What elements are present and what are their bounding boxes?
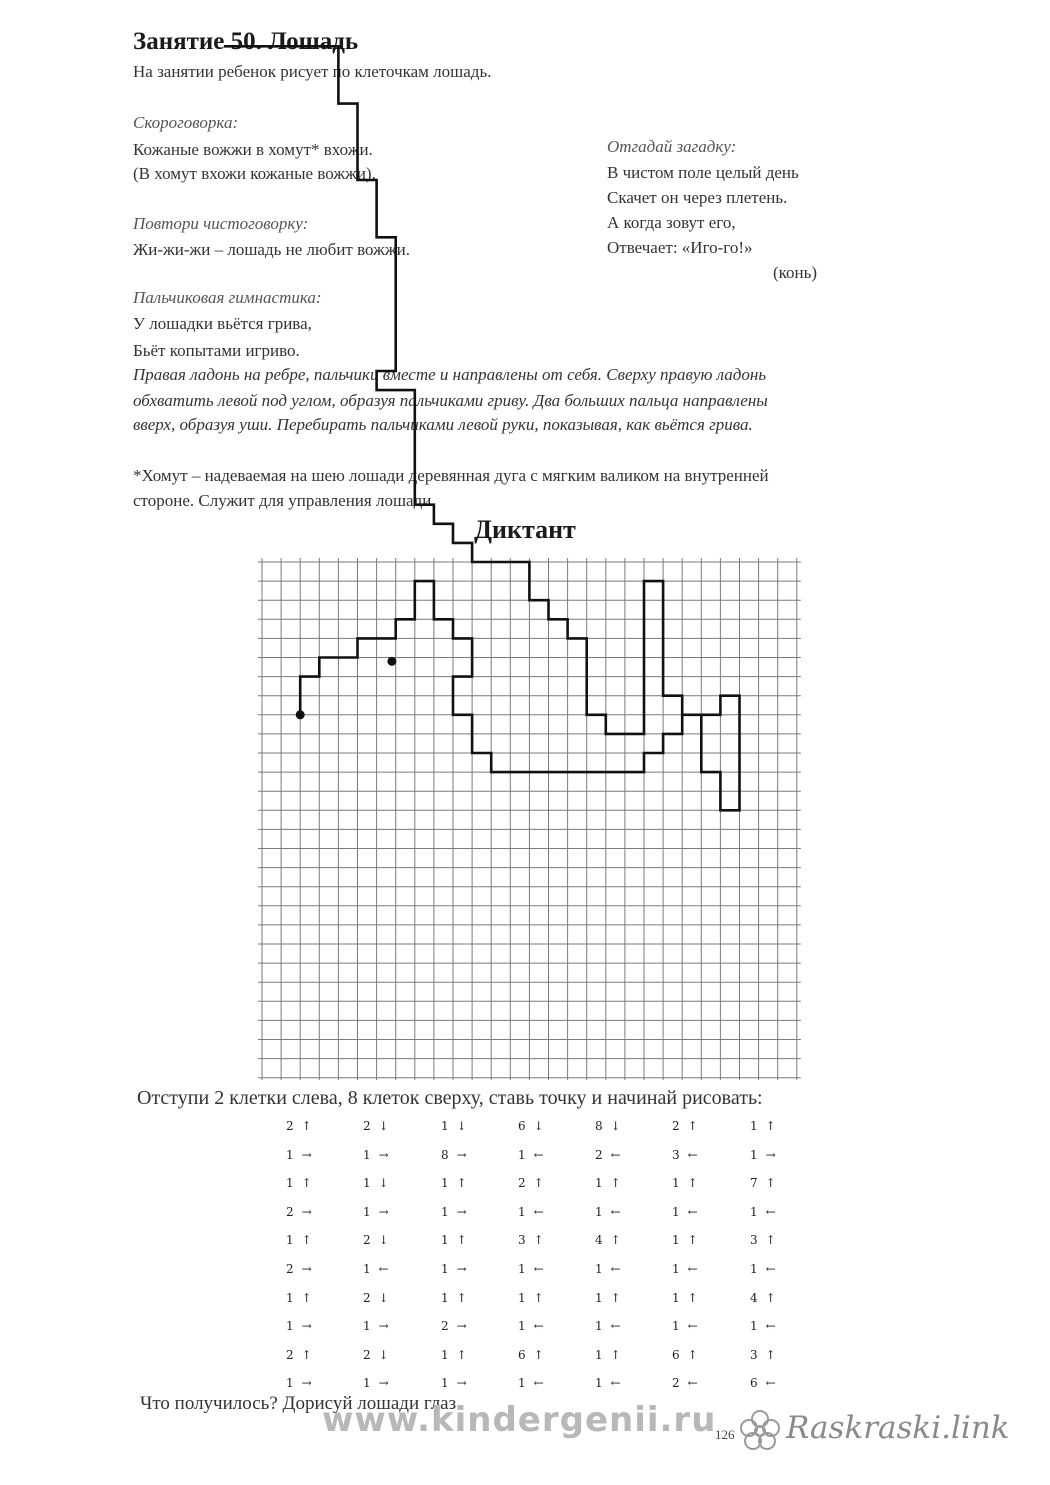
dictation-step: [441, 1262, 467, 1276]
page-number: 126: [715, 1427, 735, 1442]
step-count: 1: [672, 1204, 680, 1219]
dictation-step: [672, 1148, 698, 1162]
arrow-left-icon: ←: [610, 1147, 621, 1162]
dictation-step: [441, 1348, 467, 1362]
step-count: 1: [595, 1376, 603, 1391]
arrow-up-icon: ↑: [533, 1347, 544, 1362]
step-count: 1: [441, 1233, 449, 1248]
arrow-left-icon: ←: [687, 1376, 698, 1391]
step-count: 1: [363, 1319, 371, 1334]
dictation-step: [363, 1119, 389, 1133]
step-count: 1: [518, 1262, 526, 1276]
dictation-step: [441, 1148, 467, 1162]
dictation-step: [595, 1262, 621, 1276]
step-count: 1: [441, 1376, 449, 1391]
tongue-twister-line: Кожаные вожжи в хомут* вхожи.: [133, 140, 373, 159]
step-count: 1: [672, 1233, 680, 1248]
arrow-up-icon: ↑: [301, 1176, 312, 1191]
step-count: 8: [595, 1119, 603, 1133]
dictation-step: [441, 1176, 467, 1190]
dictation-step: [672, 1119, 698, 1133]
tongue-twister-heading: Скороговорка:: [133, 113, 239, 132]
step-count: 4: [750, 1290, 758, 1305]
dictation-step: [595, 1291, 621, 1305]
step-count: 6: [750, 1376, 758, 1391]
arrow-down-icon: ↓: [378, 1119, 389, 1133]
dictation-step: [286, 1319, 312, 1333]
watermark: www.kindergenii.ru: [322, 1400, 717, 1440]
dictation-step: [441, 1205, 467, 1219]
step-count: 1: [518, 1204, 526, 1219]
step-count: 1: [750, 1262, 758, 1276]
dictation-instruction: Отступи 2 клетки слева, 8 клеток сверху, ставь точку и начинай рисовать:: [137, 1087, 763, 1109]
arrow-up-icon: ↑: [687, 1347, 698, 1362]
step-count: 1: [750, 1204, 758, 1219]
page-subtitle: На занятии ребенок рисует по клеточкам лошадь.: [133, 62, 492, 81]
dictation-step: [750, 1348, 776, 1362]
arrow-up-icon: ↑: [456, 1233, 467, 1248]
dictation-step: [363, 1205, 389, 1219]
dictation-step: [363, 1291, 389, 1305]
final-question: Что получилось? Дорисуй лошади глаз.: [140, 1393, 461, 1414]
step-count: 1: [286, 1290, 294, 1305]
step-count: 1: [595, 1176, 603, 1191]
arrow-right-icon: →: [378, 1147, 389, 1162]
dictation-step: [750, 1148, 776, 1162]
finger-gym-heading: Пальчиковая гимнастика:: [133, 288, 322, 307]
arrow-up-icon: ↑: [687, 1290, 698, 1305]
dictation-step: [518, 1376, 544, 1390]
dictation-step: [518, 1262, 544, 1276]
dictation-step: [672, 1262, 698, 1276]
dictation-step: [595, 1176, 621, 1190]
finger-gym-instruction: обхватить левой под углом, образуя пальчиками гриву. Два больших пальца направлены: [133, 391, 768, 410]
arrow-up-icon: ↑: [533, 1176, 544, 1191]
step-count: 2: [363, 1233, 371, 1248]
step-count: 1: [441, 1262, 449, 1276]
dictation-step: [672, 1233, 698, 1247]
step-count: 1: [518, 1290, 526, 1305]
arrow-up-icon: ↑: [301, 1233, 312, 1248]
arrow-up-icon: ↑: [456, 1347, 467, 1362]
arrow-left-icon: ←: [765, 1319, 776, 1334]
arrow-up-icon: ↑: [456, 1176, 467, 1191]
dictation-step: [518, 1148, 544, 1162]
step-count: 1: [441, 1119, 449, 1133]
dictation-step: [363, 1319, 389, 1333]
step-count: 1: [286, 1233, 294, 1248]
dictation-step: [518, 1319, 544, 1333]
arrow-up-icon: ↑: [687, 1119, 698, 1133]
dictation-step: [441, 1119, 467, 1133]
dictation-step: [363, 1348, 389, 1362]
step-count: 1: [595, 1204, 603, 1219]
step-count: 1: [595, 1319, 603, 1334]
dictation-step: [286, 1348, 312, 1362]
finger-gym-line: У лошадки вьётся грива,: [133, 314, 312, 333]
step-count: 2: [286, 1119, 294, 1133]
step-count: 4: [595, 1233, 603, 1248]
dictation-step: [518, 1176, 544, 1190]
step-count: 1: [286, 1176, 294, 1191]
dictation-step: [286, 1233, 312, 1247]
arrow-right-icon: →: [301, 1262, 312, 1276]
step-count: 1: [595, 1262, 603, 1276]
arrow-up-icon: ↑: [301, 1290, 312, 1305]
step-count: 2: [363, 1290, 371, 1305]
riddle-line: В чистом поле целый день: [607, 163, 799, 182]
step-count: 6: [672, 1347, 680, 1362]
arrow-up-icon: ↑: [610, 1233, 621, 1248]
start-point: [296, 710, 305, 719]
arrow-up-icon: ↑: [533, 1290, 544, 1305]
dictation-step: [363, 1233, 389, 1247]
arrow-down-icon: ↓: [378, 1290, 389, 1305]
arrow-up-icon: ↑: [765, 1347, 776, 1362]
arrow-left-icon: ←: [533, 1376, 544, 1391]
dictation-step: [595, 1376, 621, 1390]
step-count: 1: [363, 1376, 371, 1391]
dictation-step: [750, 1319, 776, 1333]
arrow-right-icon: →: [378, 1319, 389, 1334]
arrow-right-icon: →: [301, 1147, 312, 1162]
arrow-left-icon: ←: [765, 1376, 776, 1391]
arrow-right-icon: →: [301, 1319, 312, 1334]
finger-gym-instruction: Правая ладонь на ребре, пальчики вместе и направлены от себя. Сверху правую ладонь: [133, 365, 767, 384]
arrow-up-icon: ↑: [456, 1290, 467, 1305]
step-count: 2: [672, 1119, 680, 1133]
step-count: 1: [286, 1319, 294, 1334]
step-count: 2: [672, 1376, 680, 1391]
step-count: 1: [441, 1176, 449, 1191]
step-count: 1: [595, 1347, 603, 1362]
dictation-step: [750, 1205, 776, 1219]
step-count: 1: [363, 1147, 371, 1162]
step-count: 1: [363, 1262, 371, 1276]
step-count: 1: [441, 1290, 449, 1305]
dictation-step: [286, 1205, 312, 1219]
riddle-answer: (конь): [773, 263, 818, 282]
arrow-right-icon: →: [301, 1204, 312, 1219]
step-count: 1: [363, 1204, 371, 1219]
step-count: 1: [441, 1204, 449, 1219]
dictation-step: [595, 1233, 621, 1247]
step-count: 2: [363, 1119, 371, 1133]
arrow-left-icon: ←: [533, 1319, 544, 1334]
step-count: 6: [518, 1119, 526, 1133]
arrow-left-icon: ←: [687, 1262, 698, 1276]
dictation-step: [672, 1176, 698, 1190]
dictation-step: [595, 1148, 621, 1162]
arrow-up-icon: ↑: [301, 1119, 312, 1133]
brand-logo: Raskraski.link: [786, 1410, 1010, 1446]
dictation-step: [595, 1205, 621, 1219]
arrow-right-icon: →: [456, 1147, 467, 1162]
riddle-heading: Отгадай загадку:: [607, 137, 737, 156]
arrow-right-icon: →: [378, 1376, 389, 1391]
dictation-step: [750, 1376, 776, 1390]
arrow-left-icon: ←: [687, 1319, 698, 1334]
dictation-step: [441, 1291, 467, 1305]
step-count: 8: [441, 1147, 449, 1162]
dictation-step: [518, 1348, 544, 1362]
dictation-step: [750, 1291, 776, 1305]
dictation-step: [286, 1148, 312, 1162]
dictation-step: [518, 1205, 544, 1219]
arrow-down-icon: ↓: [456, 1119, 467, 1133]
dictation-heading: Диктант: [474, 515, 576, 544]
arrow-left-icon: ←: [610, 1319, 621, 1334]
dictation-step: [750, 1233, 776, 1247]
riddle-line: А когда зовут его,: [607, 213, 736, 232]
finger-gym-instruction: вверх, образуя уши. Перебирать пальчиками левой руки, показывая, как вьётся грива.: [133, 415, 753, 434]
dictation-step: [672, 1376, 698, 1390]
arrow-right-icon: →: [765, 1147, 776, 1162]
finger-gym-line: Бьёт копытами игриво.: [133, 341, 300, 360]
step-count: 1: [518, 1376, 526, 1391]
arrow-up-icon: ↑: [610, 1290, 621, 1305]
step-count: 2: [286, 1347, 294, 1362]
step-count: 1: [750, 1119, 758, 1133]
step-count: 1: [441, 1347, 449, 1362]
dictation-step: [672, 1291, 698, 1305]
arrow-right-icon: →: [456, 1376, 467, 1391]
riddle-line: Скачет он через плетень.: [607, 188, 788, 207]
arrow-up-icon: ↑: [533, 1233, 544, 1248]
step-count: 3: [750, 1347, 758, 1362]
dictation-step: [441, 1376, 467, 1390]
arrow-up-icon: ↑: [765, 1119, 776, 1133]
riddle-line: Отвечает: «Иго-го!»: [607, 238, 753, 257]
step-count: 6: [518, 1347, 526, 1362]
dictation-step: [286, 1262, 312, 1276]
dictation-step: [441, 1233, 467, 1247]
dictation-step: [441, 1319, 467, 1333]
arrow-left-icon: ←: [765, 1204, 776, 1219]
dictation-step: [595, 1348, 621, 1362]
step-count: 1: [518, 1147, 526, 1162]
arrow-left-icon: ←: [533, 1147, 544, 1162]
arrow-left-icon: ←: [610, 1262, 621, 1276]
arrow-down-icon: ↓: [378, 1176, 389, 1191]
dictation-step: [672, 1319, 698, 1333]
dictation-step: [750, 1119, 776, 1133]
arrow-up-icon: ↑: [610, 1347, 621, 1362]
horse-eye: [387, 657, 396, 666]
step-count: 1: [595, 1290, 603, 1305]
clean-phrase-heading: Повтори чистоговорку:: [133, 214, 309, 233]
step-count: 3: [518, 1233, 526, 1248]
dictation-step: [595, 1119, 621, 1133]
step-count: 1: [286, 1376, 294, 1391]
dictation-step: [518, 1233, 544, 1247]
arrow-down-icon: ↓: [610, 1119, 621, 1133]
arrow-left-icon: ←: [610, 1204, 621, 1219]
dictation-step: [750, 1262, 776, 1276]
step-count: 2: [286, 1204, 294, 1219]
dictation-step: [286, 1176, 312, 1190]
step-count: 7: [750, 1176, 758, 1191]
step-count: 2: [441, 1319, 449, 1334]
dictation-step: [518, 1119, 544, 1133]
dictation-step: [672, 1205, 698, 1219]
arrow-up-icon: ↑: [765, 1233, 776, 1248]
dictation-step: [595, 1319, 621, 1333]
step-count: 3: [750, 1233, 758, 1248]
dictation-step: [363, 1176, 389, 1190]
dictation-step: [286, 1119, 312, 1133]
arrow-right-icon: →: [456, 1204, 467, 1219]
arrow-up-icon: ↑: [687, 1233, 698, 1248]
arrow-right-icon: →: [456, 1262, 467, 1276]
arrow-left-icon: ←: [610, 1376, 621, 1391]
dictation-step: [286, 1291, 312, 1305]
step-count: 2: [518, 1176, 526, 1191]
dictation-step: [286, 1376, 312, 1390]
dictation-step: [750, 1176, 776, 1190]
step-count: 1: [518, 1319, 526, 1334]
step-count: 2: [595, 1147, 603, 1162]
arrow-up-icon: ↑: [765, 1176, 776, 1191]
arrow-up-icon: ↑: [301, 1347, 312, 1362]
dictation-step: [672, 1348, 698, 1362]
step-count: 1: [672, 1319, 680, 1334]
dictation-step: [363, 1262, 389, 1276]
arrow-up-icon: ↑: [687, 1176, 698, 1191]
step-count: 1: [286, 1147, 294, 1162]
grid-lines: [258, 558, 801, 1080]
arrow-right-icon: →: [301, 1376, 312, 1391]
arrow-up-icon: ↑: [765, 1290, 776, 1305]
step-count: 1: [672, 1262, 680, 1276]
arrow-left-icon: ←: [378, 1262, 389, 1276]
step-count: 1: [672, 1290, 680, 1305]
flower-logo-icon: [737, 1408, 783, 1452]
dictation-step: [518, 1291, 544, 1305]
arrow-up-icon: ↑: [610, 1176, 621, 1191]
dictation-step: [363, 1376, 389, 1390]
step-count: 1: [363, 1176, 371, 1191]
arrow-left-icon: ←: [687, 1147, 698, 1162]
step-count: 2: [363, 1347, 371, 1362]
step-count: 3: [672, 1147, 680, 1162]
step-count: 1: [750, 1147, 758, 1162]
arrow-down-icon: ↓: [378, 1233, 389, 1248]
arrow-right-icon: →: [378, 1204, 389, 1219]
step-count: 1: [672, 1176, 680, 1191]
clean-phrase-line: Жи-жи-жи – лошадь не любит вожжи.: [133, 240, 410, 259]
arrow-left-icon: ←: [533, 1262, 544, 1276]
footnote-line: *Хомут – надеваемая на шею лошади деревянная дуга с мягким валиком на внутренней: [133, 466, 769, 485]
step-count: 2: [286, 1262, 294, 1276]
arrow-down-icon: ↓: [378, 1347, 389, 1362]
arrow-left-icon: ←: [533, 1204, 544, 1219]
arrow-down-icon: ↓: [533, 1119, 544, 1133]
page-title: Занятие 50. Лошадь: [133, 28, 359, 55]
step-count: 1: [750, 1319, 758, 1334]
footnote-line: стороне. Служит для управления лошади.: [133, 491, 436, 510]
dictation-step: [363, 1148, 389, 1162]
tongue-twister-line: (В хомут вхожи кожаные вожжи).: [133, 164, 376, 183]
arrow-left-icon: ←: [687, 1204, 698, 1219]
arrow-left-icon: ←: [765, 1262, 776, 1276]
arrow-right-icon: →: [456, 1319, 467, 1334]
